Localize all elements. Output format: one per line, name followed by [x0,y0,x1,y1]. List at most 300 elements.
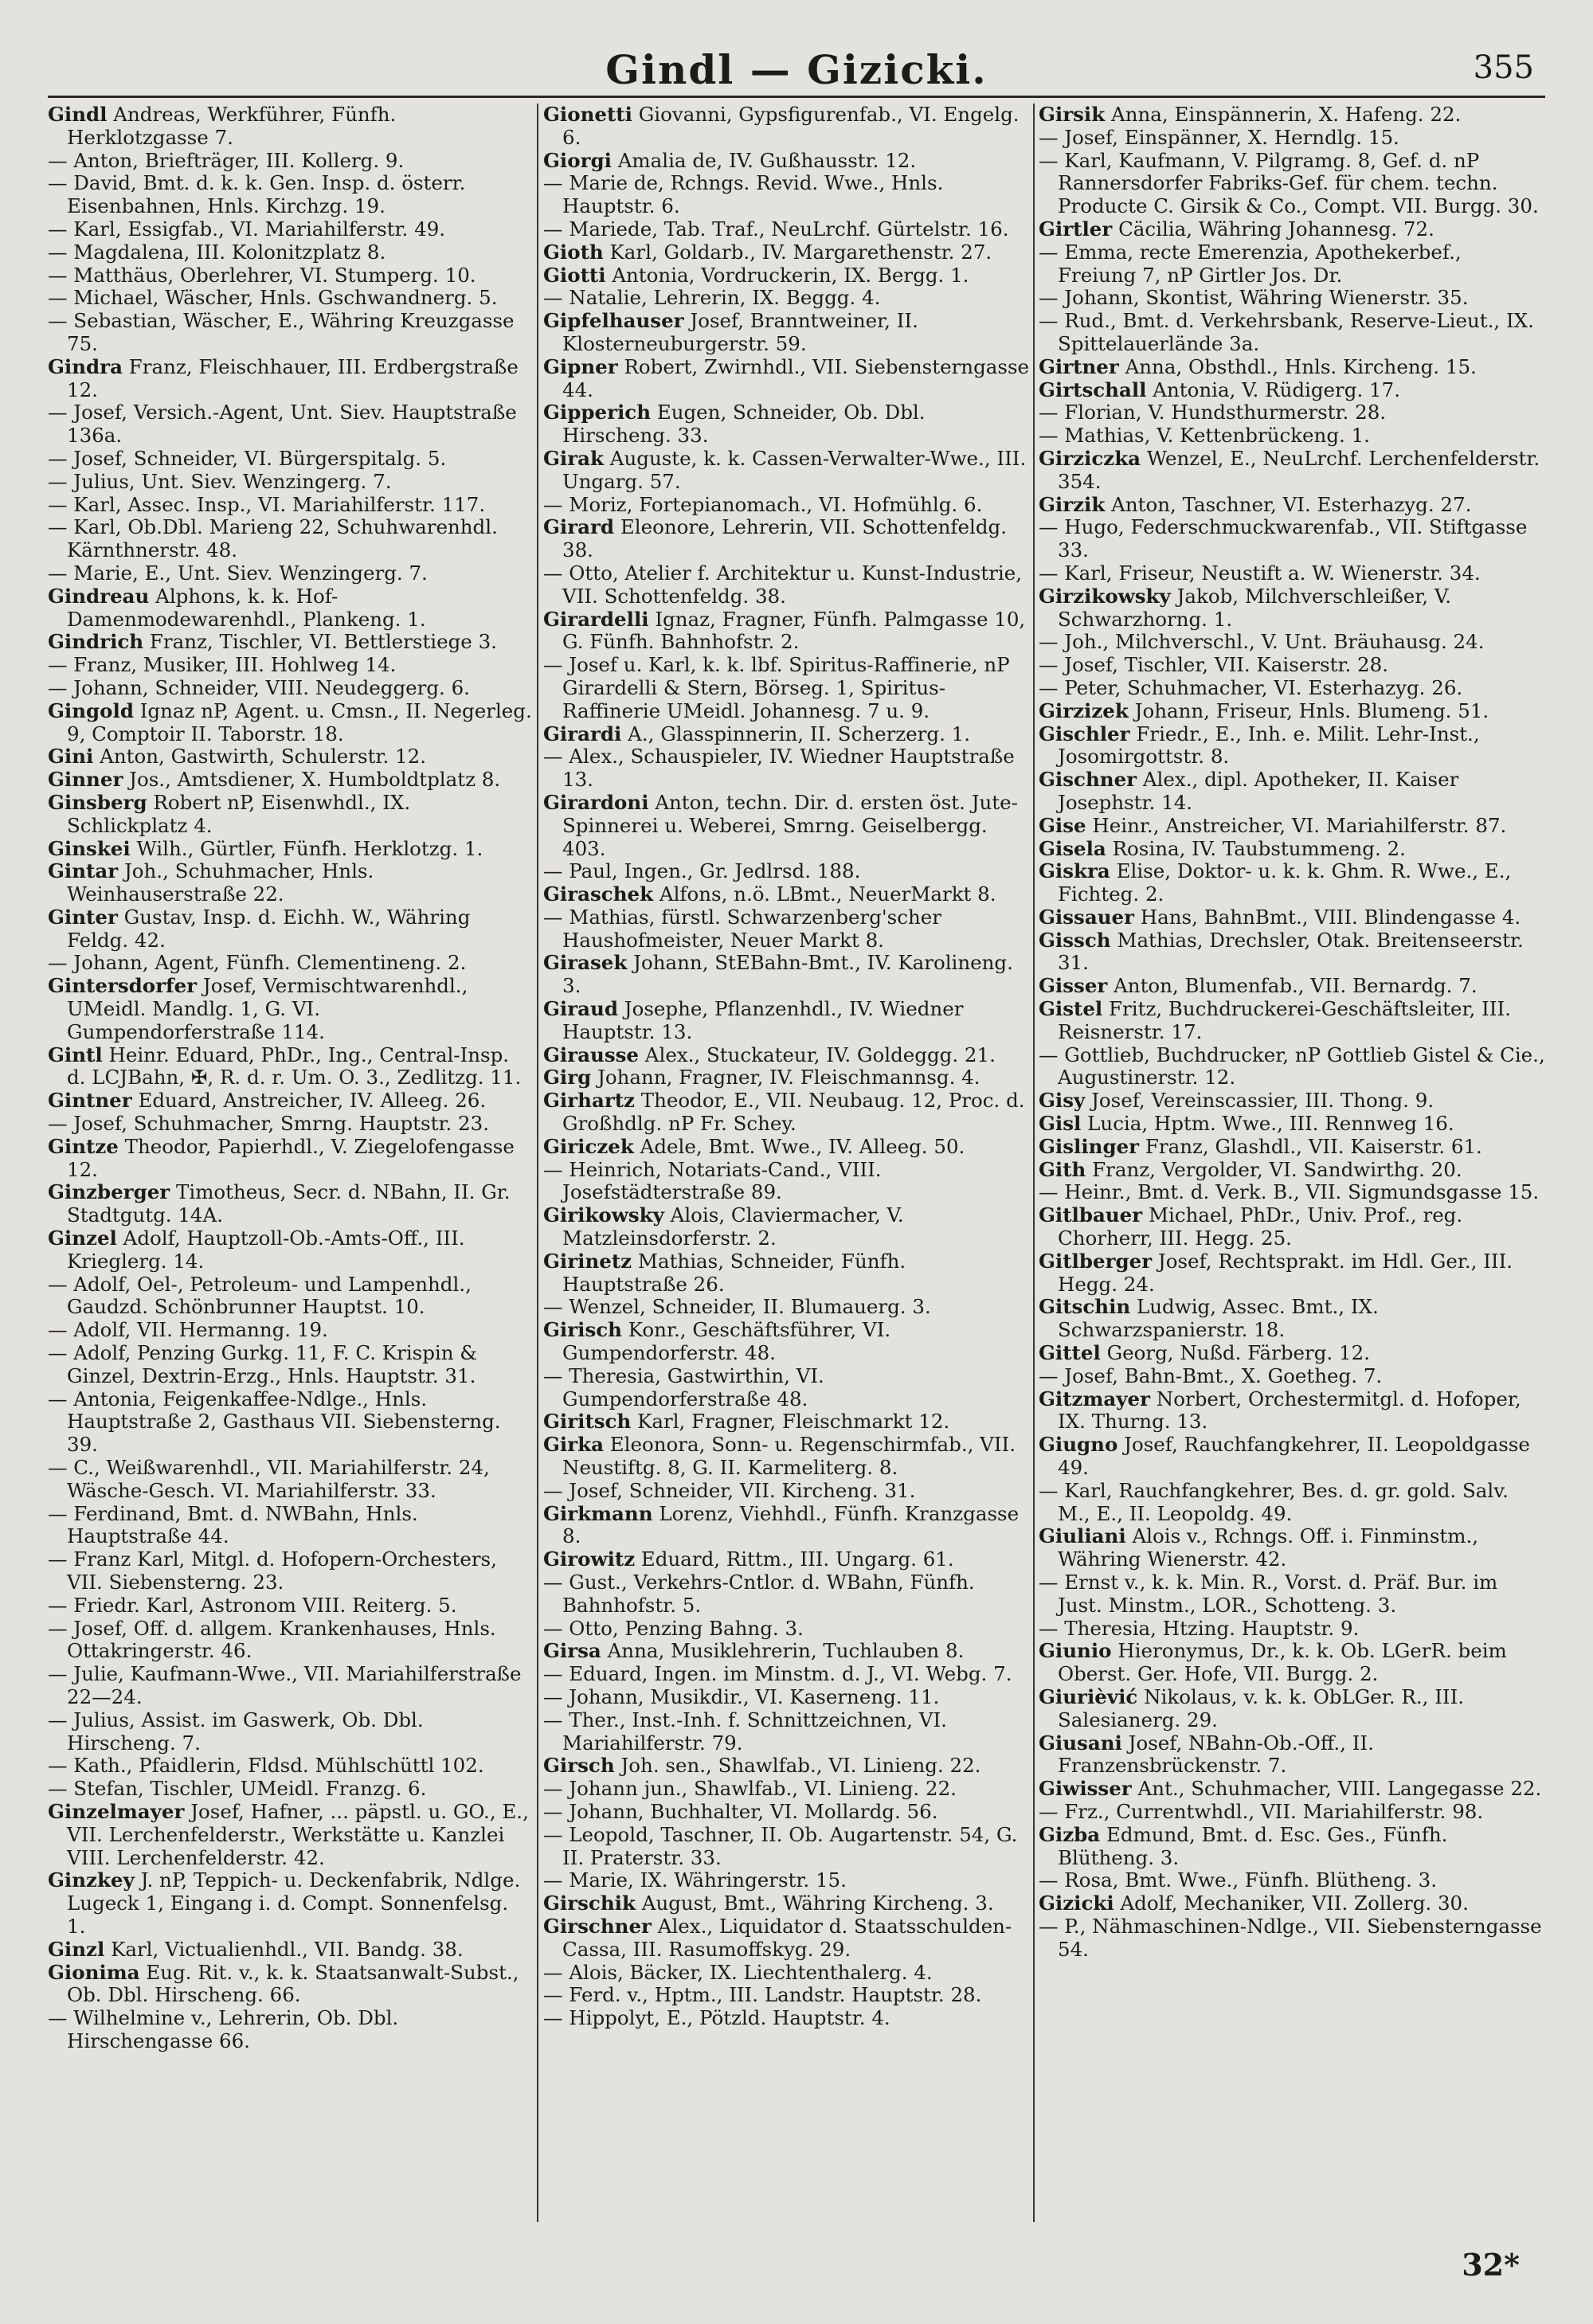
entry-surname: Gintl [48,1043,103,1066]
directory-entry [1039,425,1545,448]
directory-entry [48,1136,532,1182]
entry-details: J. nP, Teppich- u. Deckenfabrik, Ndlge. Lugeck 1, Eingang i. d. Compt. Sonnenfelsg. 1. [67,1868,521,1938]
column-2 [543,104,1029,2254]
directory-entry [543,1869,1029,1892]
entry-surname: Giusani [1039,1731,1122,1755]
entry-details: Gustav, Insp. d. Eichh. W., Währing Feldg. 42. [67,905,471,952]
directory-entry [1039,654,1545,677]
entry-details: Eduard, Anstreicher, IV. Alleeg. 26. [138,1089,487,1113]
directory-entry [1039,494,1545,517]
directory-entry [48,287,532,310]
directory-entry [543,310,1029,356]
directory-entry [48,241,532,264]
directory-entry [1039,1159,1545,1182]
directory-entry [543,1410,1029,1434]
entry-details: Norbert, Orchestermitgl. d. Hofoper, IX. Thurng. 13. [1058,1387,1521,1434]
entry-surname: Gischler [1039,722,1130,745]
directory-entry [48,401,532,448]
entry-details: — Florian, V. Hundsthurmerstr. 28. [1039,401,1387,425]
entry-details: Joh. sen., Shawlfab., VI. Linieng. 22. [620,1754,981,1778]
entry-surname: Giraschek [543,882,654,906]
entry-details: August, Bmt., Währing Kircheng. 3. [641,1892,994,1915]
entry-details: — Kath., Pfaidlerin, Fldsd. Mühlschüttl 102. [48,1754,484,1778]
directory-entry [48,975,532,1043]
entry-surname: Ginzberger [48,1180,170,1204]
entry-details: — Josef, Schuhmacher, Smrng. Hauptstr. 23. [48,1112,490,1136]
directory-entry [48,264,532,288]
entry-details: — Hugo, Federschmuckwarenfab., VII. Stiftgasse 33. [1039,515,1528,562]
entry-surname: Gistel [1039,997,1103,1021]
directory-entry [1039,815,1545,838]
entry-surname: Giraud [543,997,618,1021]
entry-surname: Girikowsky [543,1203,664,1227]
directory-entry [543,1755,1029,1778]
entry-details: Edmund, Bmt. d. Esc. Ges., Fünfh. Blütheng. 3. [1058,1822,1448,1869]
entry-details: — Ernst v., k. k. Min. R., Vorst. d. Präf. Bur. im Just. Minstm., LOR., Schotteng. 3. [1039,1571,1498,1617]
directory-entry [543,1686,1029,1709]
entry-details: Josef, Rauchfangkehrer, II. Leopoldgasse 49. [1058,1433,1530,1480]
entry-details: A., Glasspinnerin, II. Scherzerg. 1. [628,722,971,745]
directory-entry [543,1640,1029,1663]
entry-surname: Girschik [543,1892,636,1915]
directory-entry [543,1090,1029,1136]
entry-surname: Giwisser [1039,1777,1132,1801]
entry-surname: Gipfelhauser [543,309,684,333]
entry-details: Robert nP, Eisenwhdl., IX. Schlickplatz 4. [67,790,411,837]
entry-details: Josef, NBahn-Ob.-Off., II. Franzensbrückenstr. 7. [1058,1731,1374,1778]
entry-details: — Peter, Schuhmacher, VI. Esterhazyg. 26. [1039,675,1463,699]
entry-details: Josef, Rechtsprakt. im Hdl. Ger., III. Hegg. 24. [1058,1249,1513,1296]
directory-entry [543,723,1029,746]
directory-entry [48,1457,532,1503]
directory-entry [543,1204,1029,1250]
directory-entry [48,1801,532,1869]
directory-entry [1039,1618,1545,1641]
directory-entry [1039,287,1545,310]
entry-surname: Gipperich [543,401,652,425]
directory-entry [543,1824,1029,1870]
entry-details: Hieronymus, Dr., k. k. Ob. LGerR. beim Oberst. Ger. Hofe, VII. Burgg. 2. [1058,1639,1507,1686]
entry-surname: Girka [543,1433,604,1457]
entry-details: — Mathias, V. Kettenbrückeng. 1. [1039,424,1370,448]
entry-details: — Franz, Musiker, III. Hohlweg 14. [48,653,397,677]
directory-entry [543,104,1029,150]
directory-entry [543,287,1029,310]
entry-details: Josef, Vereinscassier, III. Thong. 9. [1091,1089,1434,1113]
entry-details: Adele, Bmt. Wwe., IV. Alleeg. 50. [640,1134,965,1158]
entry-details: — Karl, Friseur, Neustift a. W. Wienerstr. 34. [1039,561,1481,585]
directory-entry [1039,241,1545,288]
directory-entry [543,1618,1029,1641]
entry-surname: Gitzmayer [1039,1387,1150,1410]
entry-surname: Giskra [1039,859,1110,883]
directory-entry [543,1434,1029,1480]
entry-details: — Julius, Unt. Siev. Wenzingerg. 7. [48,469,392,493]
entry-details: — Ther., Inst.-Inh. f. Schnittzeichnen, VI. Mariahilferstr. 79. [543,1708,947,1755]
page-title: Gindl — Gizicki. [605,46,988,93]
entry-details: Wilh., Gürtler, Fünfh. Herklotzg. 1. [136,836,483,860]
directory-entry [48,104,532,150]
entry-details: Jakob, Milchverschleißer, V. Schwarzhorng. 1. [1058,584,1452,631]
directory-entry [543,150,1029,173]
directory-entry [1039,860,1545,906]
entry-details: Jos., Amtsdiener, X. Humboldtplatz 8. [129,768,501,792]
entry-details: — Josef, Schneider, VII. Kircheng. 31. [543,1478,916,1502]
directory-entry [48,516,532,562]
directory-entry [1039,1365,1545,1388]
entry-details: — Natalie, Lehrerin, IX. Beggg. 4. [543,286,881,310]
entry-details: — Ferd. v., Hptm., III. Landstr. Hauptstr. 28. [543,1983,982,2007]
directory-entry [48,172,532,218]
directory-entry [1039,838,1545,861]
entry-surname: Gionima [48,1960,140,1984]
entry-details: — Josef, Bahn-Bmt., X. Goetheg. 7. [1039,1363,1383,1387]
entry-surname: Gisy [1039,1089,1086,1113]
entry-details: Anton, Blumenfab., VII. Bernardg. 7. [1114,974,1478,998]
directory-entry [48,1090,532,1113]
directory-entry [543,516,1029,562]
entry-details: Amalia de, IV. Gußhausstr. 12. [617,148,917,172]
entry-details: Johann, Fragner, IV. Fleischmannsg. 4. [597,1066,980,1090]
entry-details: — Mathias, fürstl. Schwarzenberg'scher Haushofmeister, Neuer Markt 8. [543,905,941,952]
directory-entry [1039,700,1545,723]
entry-surname: Giurièvić [1039,1684,1138,1708]
entry-surname: Girzikowsky [1039,584,1171,608]
entry-details: — Moriz, Fortepianomach., VI. Hofmühlg. 6. [543,492,983,516]
entry-surname: Gingold [48,698,134,722]
entry-surname: Gintar [48,859,119,883]
entry-details: Karl, Fragner, Fleischmarkt 12. [637,1410,950,1434]
entry-details: — Otto, Penzing Bahng. 3. [543,1616,804,1640]
entry-details: — Gust., Verkehrs-Cntlor. d. WBahn, Fünfh. Bahnhofstr. 5. [543,1571,975,1617]
entry-details: — Gottlieb, Buchdrucker, nP Gottlieb Gistel & Cie., Augustinerstr. 12. [1039,1043,1545,1090]
entry-surname: Girsa [543,1639,601,1663]
entry-surname: Gissch [1039,928,1111,952]
entry-surname: Gitschin [1039,1295,1131,1319]
directory-entry [48,150,532,173]
entry-details: Alfons, n.ö. LBmt., NeuerMarkt 8. [659,882,996,906]
directory-entry [1039,562,1545,585]
directory-entry [543,608,1029,655]
entry-details: Konr., Geschäftsführer, VI. Gumpendorferstr. 48. [562,1318,891,1365]
directory-entry [543,1663,1029,1686]
directory-entry [1039,998,1545,1044]
directory-entry [48,1709,532,1755]
entry-details: — Leopold, Taschner, II. Ob. Augartenstr. 54, G. II. Praterstr. 33. [543,1822,1018,1869]
directory-entry [1039,1136,1545,1159]
entry-details: Karl, Victualienhdl., VII. Bandg. 38. [111,1937,464,1961]
directory-entry [48,677,532,700]
directory-entry [48,1869,532,1938]
directory-entry [1039,218,1545,241]
entry-details: Anton, techn. Dir. d. ersten öst. Jute-Spinnerei u. Weberei, Smrng. Geiselbergg. 403. [562,790,1018,860]
entry-surname: Giotti [543,263,606,287]
directory-entry [1039,1869,1545,1892]
entry-details: — Johann, Schneider, VIII. Neudeggerg. 6. [48,675,470,699]
directory-entry [543,241,1029,264]
entry-details: — Johann jun., Shawlfab., VI. Linieng. 22. [543,1777,957,1801]
entry-details: Lorenz, Viehhdl., Fünfh. Kranzgasse 8. [562,1501,1020,1548]
column-1 [48,104,532,2254]
entry-details: — Johann, Skontist, Währing Wienerstr. 35. [1039,286,1469,310]
entry-details: Eleonora, Sonn- u. Regenschirmfab., VII. Neustiftg. 8, G. II. Karmeliterg. 8. [562,1433,1016,1480]
entry-details: Franz, Tischler, VI. Bettlerstiege 3. [149,630,497,654]
entry-surname: Gise [1039,813,1086,837]
directory-entry [543,1319,1029,1365]
entry-surname: Girg [543,1066,592,1090]
directory-entry [543,172,1029,218]
directory-entry [543,1365,1029,1411]
entry-surname: Gislinger [1039,1134,1140,1158]
entry-surname: Girak [543,446,604,470]
directory-entry [48,1755,532,1778]
entry-surname: Gintner [48,1089,132,1113]
entry-details: — Karl, Ob.Dbl. Marieng 22, Schuhwarenhdl. Kärnthnerstr. 48. [48,515,498,562]
entry-details: Timotheus, Secr. d. NBahn, II. Gr. Stadtgutg. 14A. [67,1180,511,1227]
entry-surname: Gitlbauer [1039,1203,1143,1227]
entry-details: — Johann, Buchhalter, VI. Mollardg. 56. [543,1799,938,1823]
entry-details: Lucia, Hptm. Wwe., III. Rennweg 16. [1087,1112,1454,1136]
directory-entry [48,1939,532,1962]
entry-details: Cäcilia, Währing Johannesg. 72. [1118,217,1434,241]
directory-entry [543,264,1029,288]
directory-entry [543,1044,1029,1067]
entry-details: — Anton, Briefträger, III. Kollerg. 9. [48,148,405,172]
directory-entry [543,494,1029,517]
entry-surname: Gindra [48,354,123,378]
directory-entry [1039,723,1545,769]
entry-surname: Girausse [543,1043,639,1066]
entry-details: — Paul, Ingen., Gr. Jedlrsd. 188. [543,859,861,883]
entry-details: Theodor, E., VII. Neubaug. 12, Proc. d. Großhdlg. nP Fr. Schey. [562,1089,1025,1136]
entry-surname: Giugno [1039,1433,1118,1457]
entry-surname: Girtler [1039,217,1113,241]
entry-surname: Girtner [1039,354,1119,378]
entry-details: Anna, Einspännerin, X. Hafeng. 22. [1111,104,1462,126]
entry-details: — Antonia, Feigenkaffee-Ndlge., Hnls. Hauptstraße 2, Gasthaus VII. Siebensterng. 39. [48,1387,501,1457]
entry-details: — C., Weißwarenhdl., VII. Mariahilferstr. 24, Wäsche-Gesch. VI. Mariahilferstr. 33. [48,1456,490,1502]
entry-details: — Joh., Milchverschl., V. Unt. Bräuhausg. 24. [1039,630,1485,654]
entry-details: — Josef, Einspänner, X. Herndlg. 15. [1039,125,1399,149]
entry-details: — Matthäus, Oberlehrer, VI. Stumperg. 10. [48,263,476,287]
directory-entry [48,1594,532,1618]
entry-surname: Ginter [48,905,118,929]
entry-surname: Giuliani [1039,1524,1126,1548]
entry-surname: Gini [48,745,94,769]
entry-details: — Adolf, Penzing Gurkg. 11, F. C. Krispin & Ginzel, Dextrin-Erzg., Hnls. Hauptstr. 31. [48,1341,478,1387]
entry-details: — Heinr., Bmt. d. Verk. B., VII. Sigmundsgasse 15. [1039,1180,1540,1204]
directory-entry [543,562,1029,608]
entry-surname: Girtschall [1039,378,1147,401]
directory-entry [543,1136,1029,1159]
entry-surname: Girhartz [543,1089,635,1113]
entry-details: — Marie de, Rchngs. Revid. Wwe., Hnls. Hauptstr. 6. [543,171,944,218]
entry-surname: Girardoni [543,790,649,814]
directory-entry [543,218,1029,241]
entry-surname: Girardi [543,722,622,745]
entry-surname: Girsch [543,1754,615,1778]
entry-details: Ignaz, Fragner, Fünfh. Palmgasse 10, G. Fünfh. Bahnhofstr. 2. [562,607,1026,654]
directory-entry [543,1548,1029,1571]
entry-details: — Rud., Bmt. d. Verkehrsbank, Reserve-Lieut., IX. Spittelauerlände 3a. [1039,309,1534,355]
entry-details: — David, Bmt. d. k. k. Gen. Insp. d. österr. Eisenbahnen, Hnls. Kirchzg. 19. [48,171,466,218]
entry-surname: Gindreau [48,584,150,608]
entry-surname: Gittel [1039,1341,1101,1365]
entry-details: Alex., Liquidator d. Staatsschulden-Cassa, III. Rasumoffskyg. 29. [562,1914,1012,1961]
directory-entry [543,1296,1029,1319]
directory-entry [48,448,532,471]
directory-entry [543,860,1029,883]
directory-entry [543,1915,1029,1962]
entry-details: Franz, Vergolder, VI. Sandwirthg. 20. [1092,1157,1462,1181]
entry-surname: Giorgi [543,148,612,172]
directory-entry [543,2007,1029,2030]
directory-entry [1039,677,1545,700]
directory-entry [1039,1113,1545,1136]
entry-details: — Josef, Versich.-Agent, Unt. Siev. Hauptstraße 136a. [48,401,517,448]
entry-details: Karl, Goldarb., IV. Margarethenstr. 27. [609,240,992,264]
directory-entry [1039,1824,1545,1870]
entry-details: — Josef, Schneider, VI. Bürgerspitalg. 5. [48,446,447,470]
entry-details: Anton, Taschner, VI. Esterhazyg. 27. [1111,492,1472,516]
entry-details: Eug. Rit. v., k. k. Staatsanwalt-Subst., Ob. Dbl. Hirscheng. 66. [67,1960,519,2007]
entry-details: Hans, BahnBmt., VIII. Blindengasse 4. [1140,905,1521,929]
entry-details: Joh., Schuhmacher, Hnls. Weinhauserstraße 22. [67,859,374,906]
entry-details: Antonia, V. Rüdigerg. 17. [1153,378,1400,401]
directory-entry [48,1274,532,1320]
directory-entry [543,1066,1029,1090]
directory-entry [48,1663,532,1709]
directory-entry [1039,1090,1545,1113]
entry-details: Eduard, Rittm., III. Ungarg. 61. [640,1547,954,1571]
directory-entry [543,1159,1029,1205]
entry-details: — Wenzel, Schneider, II. Blumauerg. 3. [543,1295,931,1319]
entry-surname: Girschner [543,1914,652,1938]
column-divider [1033,104,1035,2222]
entry-details: — Karl, Kaufmann, V. Pilgramg. 8, Gef. d. nP Rannersdorfer Fabriks-Gef. für chem. techn. Producte C. Girsik & Co., Compt. VII. Burgg. 30. [1039,148,1539,218]
entry-details: — Ferdinand, Bmt. d. NWBahn, Hnls. Hauptstraße 44. [48,1501,418,1548]
directory-entry [48,494,532,517]
entry-details: Alex., Stuckateur, IV. Goldeggg. 21. [644,1043,996,1066]
entry-surname: Girard [543,515,615,539]
directory-entry [543,998,1029,1044]
entry-surname: Giunio [1039,1639,1112,1663]
directory-entry [1039,1778,1545,1801]
entry-details: Mathias, Schneider, Fünfh. Hauptstraße 26. [562,1249,906,1296]
directory-entry [1039,975,1545,998]
entry-details: Adolf, Hauptzoll-Ob.-Amts-Off., III. Krieglerg. 14. [67,1227,465,1273]
entry-surname: Gipner [543,354,618,378]
entry-surname: Girowitz [543,1547,636,1571]
entry-details: — Julius, Assist. im Gaswerk, Ob. Dbl. Hirscheng. 7. [48,1708,424,1755]
header-rule [48,96,1545,98]
directory-entry [1039,1044,1545,1090]
directory-entry [1039,1204,1545,1250]
entry-details: — Alex., Schauspieler, IV. Wiedner Hauptstraße 13. [543,745,1015,792]
entry-details: Alois, Claviermacher, V. Matzleinsdorferstr. 2. [562,1203,904,1250]
entry-surname: Ginzl [48,1937,105,1961]
entry-details: Franz, Fleischhauer, III. Erdbergstraße 12. [67,354,519,401]
entry-details: — Theresia, Gastwirthin, VI. Gumpendorferstraße 48. [543,1363,824,1410]
entry-details: Anna, Obsthdl., Hnls. Kircheng. 15. [1125,354,1477,378]
entry-details: — Emma, recte Emerenzia, Apothekerbef., Freiung 7, nP Girtler Jos. Dr. [1039,240,1462,287]
directory-entry [1039,1915,1545,1962]
entry-details: Robert, Zwirnhdl., VII. Siebensterngasse 44. [562,354,1029,401]
entry-surname: Ginskei [48,836,131,860]
directory-entry [1039,1571,1545,1618]
directory-entry [48,1227,532,1274]
directory-entry [48,356,532,402]
directory-entry [48,745,532,769]
entry-details: Antonia, Vordruckerin, IX. Bergg. 1. [612,263,969,287]
entry-details: Eleonore, Lehrerin, VII. Schottenfeldg. 38. [562,515,1007,562]
directory-entry [543,1250,1029,1297]
directory-entry [48,792,532,838]
directory-entry [543,1962,1029,1985]
entry-details: Mathias, Drechsler, Otak. Breitenseerstr. 31. [1058,928,1524,975]
entry-surname: Gisela [1039,836,1106,860]
entry-details: Josephe, Pflanzenhdl., IV. Wiedner Hauptstr. 13. [562,997,964,1043]
entry-surname: Girsik [1039,104,1106,126]
directory-entry [1039,310,1545,356]
directory-entry [543,401,1029,448]
entry-details: — Marie, IX. Währingerstr. 15. [543,1868,847,1892]
entry-details: — Josef u. Karl, k. k. lbf. Spiritus-Raffinerie, nP Girardelli & Stern, Börseg. 1, Spiritus-Raffinerie UMeidl. Johannesg. 7 u. 9. [543,653,1010,722]
entry-details: Alois v., Rchngs. Off. i. Finminstm., Währing Wienerstr. 42. [1058,1524,1479,1571]
directory-entry [543,1892,1029,1915]
directory-entry [48,1618,532,1664]
directory-entry [48,906,532,953]
entry-surname: Girzizek [1039,698,1129,722]
entry-details: — Adolf, VII. Hermanng. 19. [48,1318,328,1342]
entry-details: — Adolf, Oel-, Petroleum- und Lampenhdl., Gaudzd. Schönbrunner Hauptst. 10. [48,1272,472,1319]
directory-entry [48,218,532,241]
entry-details: — Eduard, Ingen. im Minstm. d. J., VI. Webg. 7. [543,1662,1012,1686]
directory-entry [48,562,532,585]
directory-entry [543,792,1029,860]
directory-entry [1039,1342,1545,1365]
entry-surname: Giriczek [543,1134,634,1158]
entry-details: — Heinrich, Notariats-Cand., VIII. Josefstädterstraße 89. [543,1157,882,1204]
entry-details: Auguste, k. k. Cassen-Verwalter-Wwe., III. Ungarg. 57. [562,446,1027,493]
directory-entry [543,1480,1029,1503]
directory-entry [543,1571,1029,1618]
entry-surname: Girinetz [543,1249,632,1273]
directory-entry [1039,631,1545,654]
entry-details: — Magdalena, III. Kolonitzplatz 8. [48,240,386,264]
entry-details: — Franz Karl, Mitgl. d. Hofopern-Orchesters, VII. Siebensterng. 23. [48,1547,497,1594]
directory-entry [48,310,532,356]
directory-entry [48,952,532,975]
directory-entry [543,906,1029,953]
directory-entry [543,1801,1029,1824]
entry-details: Nikolaus, v. k. k. ObLGer. R., III. Salesianerg. 29. [1058,1684,1465,1731]
entry-surname: Girzik [1039,492,1106,516]
entry-details: Josef, Branntweiner, II. Klosterneuburgerstr. 59. [562,309,918,355]
entry-details: Eugen, Schneider, Ob. Dbl. Hirscheng. 33. [562,401,926,448]
directory-entry [1039,401,1545,425]
entry-surname: Gintersdorfer [48,974,198,998]
entry-details: — Karl, Assec. Insp., VI. Mariahilferstr. 117. [48,492,486,516]
directory-entry [1039,1480,1545,1526]
entry-details: Heinr. Eduard, PhDr., Ing., Central-Insp. d. LCJBahn, ✠, R. d. r. Um. O. 3., Zedlitzg. 11. [67,1043,522,1090]
entry-details: — Karl, Rauchfangkehrer, Bes. d. gr. gold. Salv. M., E., II. Leopoldg. 49. [1039,1478,1509,1525]
directory-entry [1039,150,1545,218]
entry-surname: Ginsberg [48,790,147,814]
directory-entry [1039,585,1545,632]
entry-surname: Gisl [1039,1112,1082,1136]
entry-details: Elise, Doktor- u. k. k. Ghm. R. Wwe., E., Fichteg. 2. [1058,859,1512,906]
